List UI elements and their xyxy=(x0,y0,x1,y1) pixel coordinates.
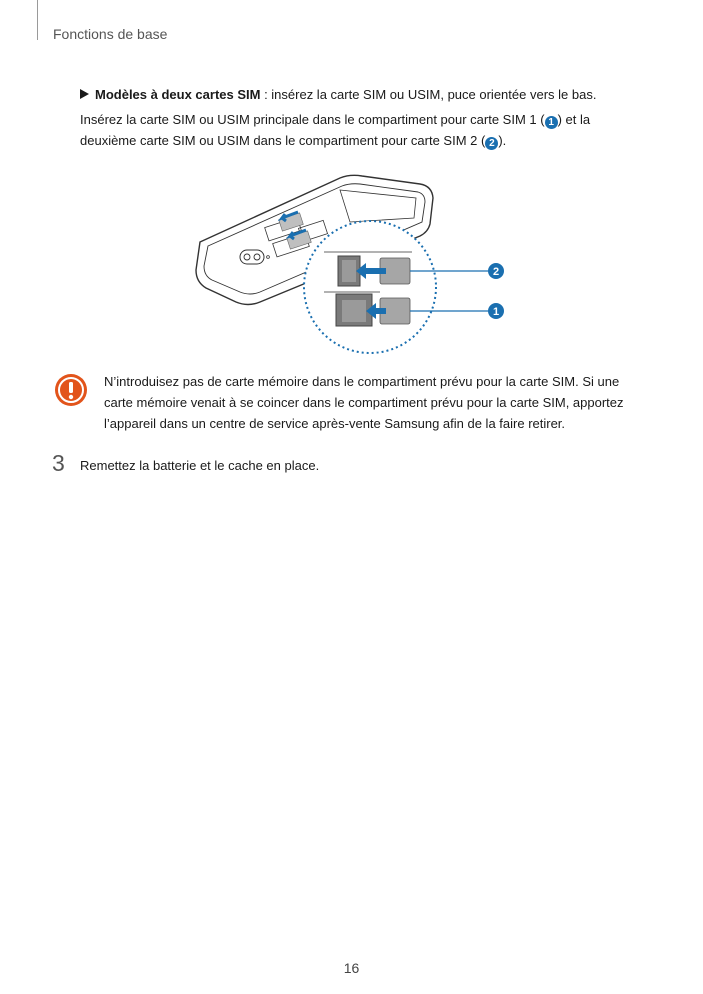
warning-line-1: N’introduisez pas de carte mémoire dans le compartiment prévu pour la carte SIM. Si une xyxy=(104,374,620,389)
para1-line2-after: ). xyxy=(498,133,507,148)
callout-label-1: 1 xyxy=(492,306,500,318)
bullet-triangle-icon xyxy=(80,89,89,99)
warning-text xyxy=(104,371,624,434)
bullet-bold: Modèles à deux cartes SIM xyxy=(95,87,261,102)
warning-icon xyxy=(54,373,88,407)
warning-line-3: l’appareil dans un centre de service après-vente Samsung afin de la faire retirer. xyxy=(104,416,566,431)
step-number: 3 xyxy=(52,450,65,476)
warning-line-2: carte mémoire venait à se coincer dans le compartiment prévu pour la carte SIM, apportez xyxy=(104,395,624,410)
sim-insertion-illustration xyxy=(190,162,520,358)
para1-line1-after: ) et la xyxy=(557,112,591,127)
page-number: 16 xyxy=(343,960,360,976)
callout-label-2: 2 xyxy=(492,266,500,278)
section-header: Fonctions de base xyxy=(53,26,168,42)
para1-line1-before: Insérez la carte SIM ou USIM principale dans le compartiment pour carte SIM 1 ( xyxy=(80,112,545,127)
zoom-circle xyxy=(304,221,436,353)
badge-2: 2 xyxy=(485,137,498,150)
badge-1: 1 xyxy=(545,116,558,129)
bullet-rest: : insérez la carte SIM ou USIM, puce orientée vers le bas. xyxy=(260,87,597,102)
paragraph-insert-sim xyxy=(80,109,590,151)
bullet-dual-sim xyxy=(80,84,596,105)
step-text: Remettez la batterie et le cache en place. xyxy=(80,458,320,473)
para1-line2-before: deuxième carte SIM ou USIM dans le compartiment pour carte SIM 2 ( xyxy=(80,133,486,148)
header-rule xyxy=(37,0,38,40)
